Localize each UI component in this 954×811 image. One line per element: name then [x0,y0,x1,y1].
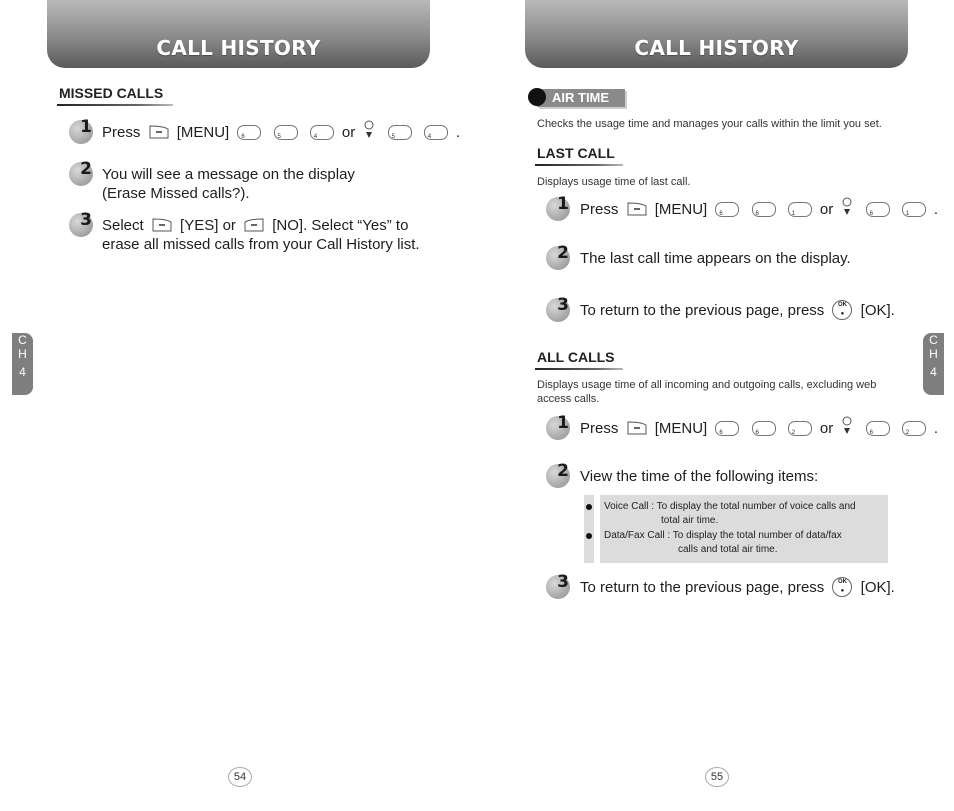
no-text: [NO]. Select “Yes” to [272,217,409,234]
ok-text: [OK]. [860,579,895,596]
key-4-icon: 4 [310,125,334,140]
yes-text: [YES] or [180,217,236,234]
key-5-icon: 5 [274,125,298,140]
left-soft-key-icon [627,202,647,216]
nav-down-icon [841,416,853,436]
left-soft-key-icon [149,125,169,139]
key-1-icon: 1 [788,202,812,217]
all-calls-title: ALL CALLS [537,349,615,365]
last-call-title: LAST CALL [537,145,615,161]
page-number-55: 55 [705,767,729,787]
step-text: To return to the previous page, press [580,579,825,596]
nav-down-icon [841,197,853,217]
key-6-icon: 6 [715,421,739,436]
period: . [933,201,939,218]
bullet-icon [586,533,592,539]
right-header-title: CALL HISTORY [634,36,799,60]
step-text: Press [580,201,619,218]
right-page-header [525,0,908,68]
key-6-icon: 6 [866,202,890,217]
or-text: or [341,124,356,141]
left-header-title: CALL HISTORY [156,36,321,60]
data-fax-line2: calls and total air time. [678,544,778,555]
last-call-step-3 [580,301,895,321]
step-number-2: 2 [546,464,570,488]
step-text-line2: (Erase Missed calls?). [102,185,250,202]
missed-step-1 [102,123,460,143]
or-text: or [819,201,834,218]
key-1-icon: 1 [902,202,926,217]
step-number-1: 1 [546,416,570,440]
all-calls-description: Displays usage time of all incoming and outgoing calls, excluding web access calls. [537,379,877,405]
last-call-step-1 [580,200,938,220]
left-soft-key-icon [152,218,172,232]
nav-down-icon [363,120,375,140]
left-soft-key-icon [627,421,647,435]
key-4-icon: 4 [424,125,448,140]
step-text: Press [580,420,619,437]
step-text: Press [102,124,141,141]
voice-call-line2: total air time. [661,515,719,526]
left-page-header [47,0,430,68]
page-number-54: 54 [228,767,252,787]
air-time-description: Checks the usage time and manages your calls within the limit you set. [537,118,882,130]
key-5-icon: 5 [388,125,412,140]
ok-text: [OK]. [860,302,895,319]
key-6-icon: 6 [866,421,890,436]
key-6-icon: 6 [752,421,776,436]
step-number-2: 2 [546,246,570,270]
last-call-underline [535,164,623,166]
chapter-tab-right: C H 4 [923,333,944,395]
step-number-3: 3 [69,213,93,237]
menu-label: [MENU] [176,124,230,141]
key-6-icon: 6 [715,202,739,217]
right-soft-key-icon [244,218,264,232]
all-calls-step-3 [580,578,895,598]
step-text: To return to the previous page, press [580,302,825,319]
period: . [933,420,939,437]
missed-calls-underline [57,104,173,106]
period: . [455,124,461,141]
key-6-icon: 6 [237,125,261,140]
all-calls-step-1 [580,419,938,439]
key-6-icon: 6 [752,202,776,217]
all-calls-underline [535,368,623,370]
voice-call-line1: Voice Call : To display the total number of voice calls and [604,501,856,512]
bullet-icon [586,504,592,510]
ok-key-icon: OK ● [832,300,852,320]
step-text: Select [102,217,144,234]
data-fax-line1: Data/Fax Call : To display the total number of data/fax [604,530,842,541]
last-call-step-2: The last call time appears on the display. [580,250,851,267]
step-number-1: 1 [69,120,93,144]
step-number-2: 2 [69,162,93,186]
air-time-label: AIR TIME [552,90,610,105]
key-2-icon: 2 [902,421,926,436]
missed-step-2 [102,165,355,203]
step-number-3: 3 [546,298,570,322]
all-calls-step-2: View the time of the following items: [580,468,819,485]
or-text: or [819,420,834,437]
menu-label: [MENU] [654,420,708,437]
menu-label: [MENU] [654,201,708,218]
step-number-3: 3 [546,575,570,599]
step-number-1: 1 [546,197,570,221]
missed-step-3 [102,216,420,254]
air-time-bullet-icon [528,88,546,106]
missed-calls-title: MISSED CALLS [59,85,164,101]
last-call-description: Displays usage time of last call. [537,176,691,188]
step-text-line1: You will see a message on the display [102,166,355,183]
key-2-icon: 2 [788,421,812,436]
chapter-tab-left: C H 4 [12,333,33,395]
ok-key-icon: OK ● [832,577,852,597]
step-text-line2: erase all missed calls from your Call History list. [102,236,420,253]
